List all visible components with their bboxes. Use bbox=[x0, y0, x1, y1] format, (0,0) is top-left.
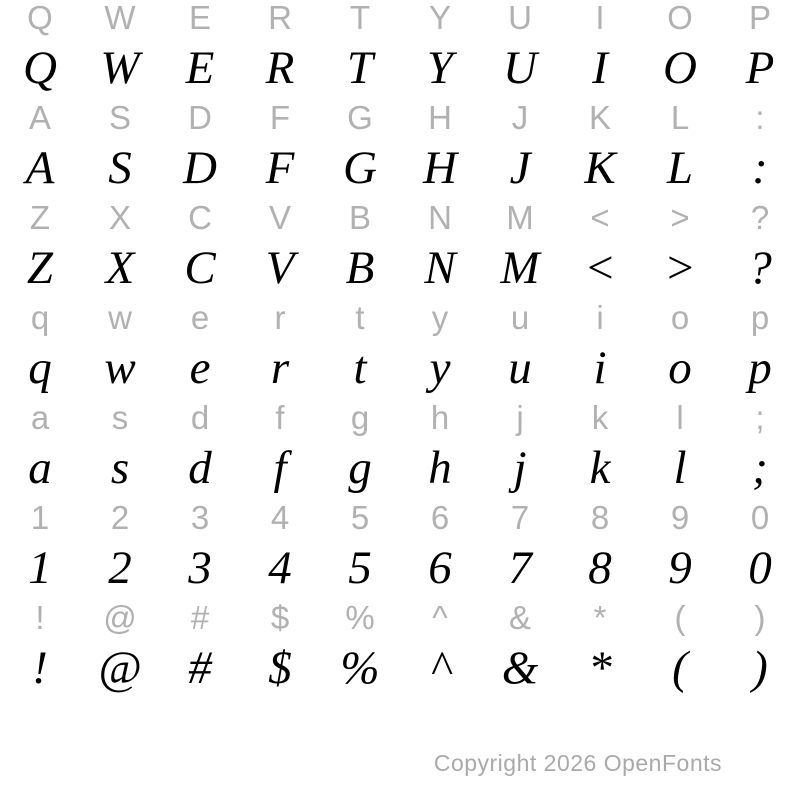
glyph-cell: @ bbox=[103, 599, 137, 636]
glyph-cell: d bbox=[188, 442, 212, 494]
glyph-cell: a bbox=[28, 442, 52, 494]
glyph-cell: A bbox=[28, 99, 51, 136]
glyph-cell: N bbox=[424, 242, 456, 294]
glyph-cell: ) bbox=[752, 642, 768, 694]
glyph-cell: ( bbox=[672, 642, 688, 694]
glyph-cell: R bbox=[265, 42, 295, 94]
glyph-cell: D bbox=[188, 99, 212, 136]
glyph-cell: F bbox=[265, 142, 295, 194]
glyph-cell: M bbox=[506, 199, 534, 236]
glyph-cell: @ bbox=[98, 642, 142, 694]
glyph-cell: # bbox=[188, 642, 212, 694]
glyph-cell: 4 bbox=[268, 542, 292, 594]
glyph-cell: 5 bbox=[348, 542, 372, 594]
glyph-cell: q bbox=[28, 342, 52, 394]
glyph-cell: h bbox=[430, 399, 450, 436]
glyph-cell: * bbox=[593, 599, 607, 636]
specimen-row bbox=[0, 343, 800, 393]
glyph-cell: g bbox=[350, 399, 370, 436]
glyph-cell: r bbox=[270, 342, 290, 394]
glyph-cell: F bbox=[269, 99, 291, 136]
glyph-cell: Y bbox=[428, 0, 451, 36]
glyph-cell: 9 bbox=[670, 499, 690, 536]
glyph-cell: 1 bbox=[30, 499, 50, 536]
glyph-cell: U bbox=[503, 42, 537, 94]
glyph-cell: 0 bbox=[748, 542, 772, 594]
glyph-cell: N bbox=[428, 199, 452, 236]
glyph-cell: j bbox=[513, 442, 527, 494]
glyph-cell: 7 bbox=[510, 499, 530, 536]
glyph-cell: X bbox=[108, 199, 131, 236]
glyph-cell: : bbox=[752, 142, 768, 194]
glyph-cell: k bbox=[591, 399, 609, 436]
glyph-cell: l bbox=[673, 442, 687, 494]
glyph-cell: t bbox=[353, 342, 367, 394]
reference-row bbox=[0, 593, 800, 643]
reference-row bbox=[0, 193, 800, 243]
glyph-cell: ( bbox=[674, 599, 686, 636]
glyph-cell: U bbox=[508, 0, 532, 36]
glyph-cell: 8 bbox=[590, 499, 610, 536]
glyph-cell: ? bbox=[748, 242, 772, 294]
glyph-cell: u bbox=[510, 299, 530, 336]
glyph-cell: P bbox=[748, 0, 771, 36]
glyph-cell: Q bbox=[23, 42, 57, 94]
glyph-cell: t bbox=[355, 299, 365, 336]
glyph-cell: C bbox=[184, 242, 216, 294]
glyph-cell: T bbox=[346, 42, 374, 94]
glyph-cell: H bbox=[428, 99, 452, 136]
glyph-cell: 1 bbox=[28, 542, 52, 594]
glyph-cell: y bbox=[429, 342, 451, 394]
glyph-cell: 2 bbox=[110, 499, 130, 536]
glyph-cell: ; bbox=[752, 442, 768, 494]
glyph-cell: E bbox=[185, 42, 215, 94]
glyph-cell: < bbox=[584, 242, 616, 294]
glyph-cell: 0 bbox=[750, 499, 770, 536]
glyph-cell: o bbox=[668, 342, 692, 394]
glyph-cell: % bbox=[345, 599, 375, 636]
reference-row bbox=[0, 93, 800, 143]
glyph-cell: L bbox=[670, 99, 690, 136]
specimen-row bbox=[0, 243, 800, 293]
glyph-cell: 6 bbox=[428, 542, 452, 594]
glyph-cell: w bbox=[104, 342, 136, 394]
glyph-cell: J bbox=[511, 99, 529, 136]
glyph-cell: p bbox=[750, 299, 770, 336]
glyph-cell: o bbox=[670, 299, 690, 336]
glyph-cell: ^ bbox=[432, 599, 448, 636]
glyph-cell: k bbox=[589, 442, 611, 494]
glyph-cell: $ bbox=[268, 642, 292, 694]
glyph-cell: 7 bbox=[508, 542, 532, 594]
glyph-cell: L bbox=[666, 142, 694, 194]
glyph-cell: y bbox=[431, 299, 449, 336]
glyph-cell: # bbox=[190, 599, 210, 636]
glyph-cell: $ bbox=[270, 599, 290, 636]
glyph-cell: q bbox=[30, 299, 50, 336]
glyph-cell: W bbox=[100, 42, 140, 94]
glyph-cell: T bbox=[349, 0, 371, 36]
glyph-cell: 8 bbox=[588, 542, 612, 594]
glyph-cell: Z bbox=[29, 199, 51, 236]
glyph-cell: W bbox=[104, 0, 136, 36]
glyph-cell: K bbox=[584, 142, 616, 194]
reference-row bbox=[0, 493, 800, 543]
glyph-cell: V bbox=[268, 199, 291, 236]
glyph-cell: > bbox=[664, 242, 696, 294]
glyph-cell: f bbox=[273, 442, 287, 494]
glyph-cell: l bbox=[676, 399, 684, 436]
glyph-cell: R bbox=[268, 0, 292, 36]
glyph-cell: i bbox=[596, 299, 604, 336]
glyph-cell: I bbox=[595, 0, 605, 36]
glyph-cell: f bbox=[275, 399, 285, 436]
glyph-cell: & bbox=[501, 642, 539, 694]
glyph-cell: Z bbox=[26, 242, 54, 294]
glyph-cell: i bbox=[593, 342, 607, 394]
specimen-row bbox=[0, 143, 800, 193]
glyph-cell: * bbox=[588, 642, 612, 694]
glyph-cell: p bbox=[748, 342, 772, 394]
glyph-cell: X bbox=[105, 242, 135, 294]
glyph-cell: I bbox=[592, 42, 608, 94]
glyph-cell: e bbox=[189, 342, 211, 394]
glyph-cell: ! bbox=[35, 599, 45, 636]
glyph-cell: a bbox=[30, 399, 50, 436]
glyph-cell: S bbox=[108, 99, 131, 136]
reference-row bbox=[0, 0, 800, 43]
glyph-cell: ; bbox=[755, 399, 765, 436]
glyph-cell: % bbox=[340, 642, 380, 694]
glyph-cell: < bbox=[590, 199, 610, 236]
glyph-cell: ! bbox=[32, 642, 48, 694]
glyph-cell: 9 bbox=[668, 542, 692, 594]
glyph-cell: h bbox=[428, 442, 452, 494]
glyph-cell: 3 bbox=[188, 542, 212, 594]
copyright-text: Copyright 2026 OpenFonts bbox=[433, 750, 722, 776]
glyph-cell: d bbox=[190, 399, 210, 436]
glyph-cell: 5 bbox=[350, 499, 370, 536]
glyph-cell: ) bbox=[754, 599, 766, 636]
glyph-cell: V bbox=[265, 242, 295, 294]
glyph-cell: B bbox=[345, 242, 375, 294]
glyph-cell: Y bbox=[426, 42, 454, 94]
glyph-cell: A bbox=[25, 142, 55, 194]
glyph-cell: 6 bbox=[430, 499, 450, 536]
glyph-cell: C bbox=[188, 199, 212, 236]
glyph-cell: J bbox=[509, 142, 531, 194]
glyph-cell: M bbox=[500, 242, 540, 294]
reference-row bbox=[0, 393, 800, 443]
glyph-cell: B bbox=[348, 199, 371, 236]
specimen-row bbox=[0, 643, 800, 693]
glyph-cell: E bbox=[188, 0, 211, 36]
glyph-cell: r bbox=[274, 299, 286, 336]
glyph-cell: s bbox=[110, 442, 130, 494]
glyph-cell: e bbox=[190, 299, 210, 336]
glyph-cell: ^ bbox=[430, 642, 450, 694]
glyph-cell: & bbox=[508, 599, 531, 636]
reference-row bbox=[0, 293, 800, 343]
glyph-cell: G bbox=[347, 99, 373, 136]
glyph-cell: j bbox=[516, 399, 524, 436]
glyph-cell: s bbox=[111, 399, 129, 436]
glyph-cell: D bbox=[183, 142, 217, 194]
glyph-cell: H bbox=[423, 142, 457, 194]
glyph-cell: O bbox=[667, 0, 693, 36]
glyph-cell: u bbox=[508, 342, 532, 394]
glyph-cell: 4 bbox=[270, 499, 290, 536]
glyph-cell: 2 bbox=[108, 542, 132, 594]
glyph-cell: P bbox=[745, 42, 775, 94]
specimen-row bbox=[0, 43, 800, 93]
glyph-cell: Q bbox=[27, 0, 53, 36]
glyph-cell: ? bbox=[750, 199, 770, 236]
glyph-cell: S bbox=[108, 142, 132, 194]
glyph-cell: w bbox=[108, 299, 132, 336]
specimen-row bbox=[0, 443, 800, 493]
glyph-cell: g bbox=[348, 442, 372, 494]
glyph-cell: G bbox=[343, 142, 377, 194]
glyph-cell: : bbox=[755, 99, 765, 136]
glyph-cell: K bbox=[588, 99, 611, 136]
glyph-cell: 3 bbox=[190, 499, 210, 536]
glyph-cell: > bbox=[670, 199, 690, 236]
glyph-cell: O bbox=[663, 42, 697, 94]
specimen-row bbox=[0, 543, 800, 593]
